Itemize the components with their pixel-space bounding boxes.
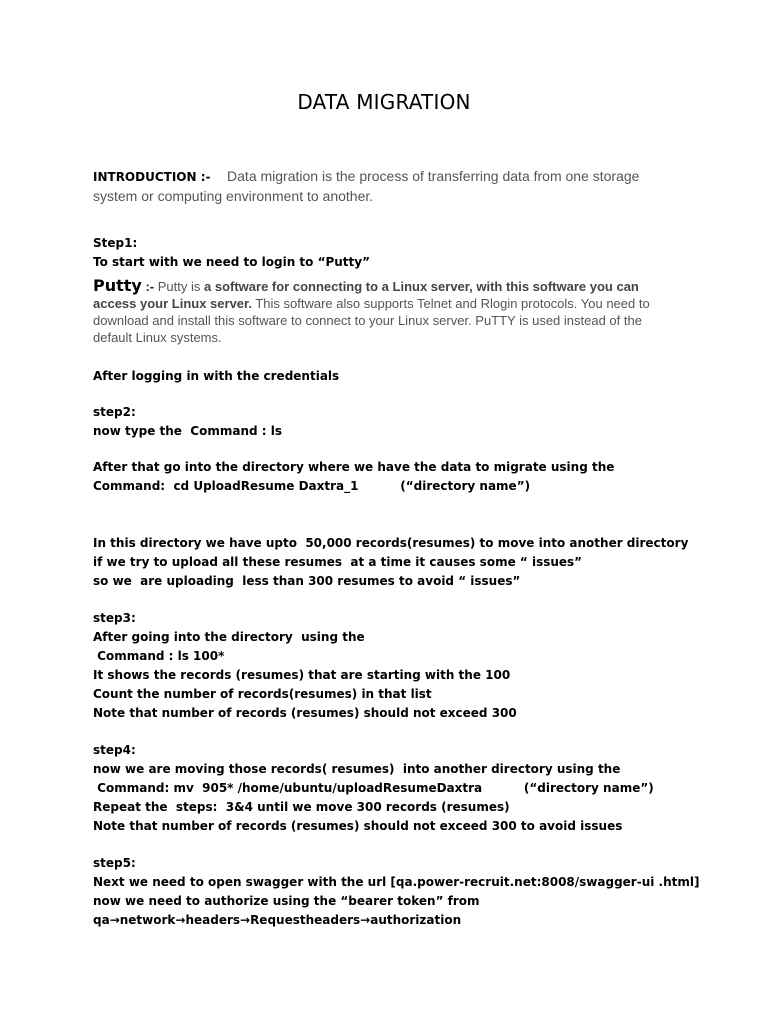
step1-section [93,234,693,272]
after-login-line: After logging in with the credentials [93,369,340,383]
step5-heading: step5: [93,856,136,870]
putty-intro-text: Putty is [154,279,204,294]
putty-description [93,277,668,346]
step4-section [93,741,693,836]
step3-line-5: Note that number of records (resumes) should not exceed 300 [93,706,517,720]
step4-line-4: Note that number of records (resumes) should not exceed 300 to avoid issues [93,819,623,833]
putty-name: Putty [93,276,142,295]
introduction-paragraph [93,167,683,207]
step2-heading: step2: [93,405,136,419]
after-login-section [93,367,693,386]
introduction-label: INTRODUCTION :- [93,170,211,184]
step5-section [93,854,700,930]
introduction-text: Data migration is the process of transferring data from one storage system or computing environment to another. [93,168,640,204]
putty-rest-text: This software also supports Telnet and Rlogin protocols. You need to download and install this software to connect to your Linux server. PuTTY is used instead of the default Linux systems. [93,296,650,345]
step2-line-1: now type the Command : ls [93,424,282,438]
step3-line-1: After going into the directory using the [93,630,365,644]
step2-section [93,403,693,496]
step4-line-2: Command: mv 905* /home/ubuntu/uploadResumeDaxtra (“directory name”) [93,781,654,795]
step4-line-3: Repeat the steps: 3&4 until we move 300 records (resumes) [93,800,510,814]
step5-line-3: qa→network→headers→Requestheaders→authorization [93,913,462,927]
step3-line-3: It shows the records (resumes) that are starting with the 100 [93,668,511,682]
info-line-2: if we try to upload all these resumes at a time it causes some “ issues” [93,555,583,569]
step2-line-3: Command: cd UploadResume Daxtra_1 (“directory name”) [93,479,531,493]
step3-section [93,609,693,723]
info-line-1: In this directory we have upto 50,000 records(resumes) to move into another directory [93,536,689,550]
step2-line-2: After that go into the directory where we have the data to migrate using the [93,460,615,474]
step1-heading: Step1: [93,236,138,250]
step5-line-1: Next we need to open swagger with the url [qa.power-recruit.net:8008/swagger-ui .html] [93,875,700,889]
step4-heading: step4: [93,743,136,757]
putty-bold-text: a software for connecting to a Linux server, with this software you can access your Linux server. [93,279,639,311]
step3-line-2: Command : ls 100* [93,649,225,663]
step3-heading: step3: [93,611,136,625]
step4-line-1: now we are moving those records( resumes) into another directory using the [93,762,621,776]
step5-line-2: now we need to authorize using the “bearer token” from [93,894,480,908]
info-section [93,534,693,591]
page-title: DATA MIGRATION [297,90,471,114]
putty-separator: :- [145,279,155,294]
step1-line: To start with we need to login to “Putty” [93,255,370,269]
step3-line-4: Count the number of records(resumes) in that list [93,687,432,701]
info-line-3: so we are uploading less than 300 resumes to avoid “ issues” [93,574,521,588]
